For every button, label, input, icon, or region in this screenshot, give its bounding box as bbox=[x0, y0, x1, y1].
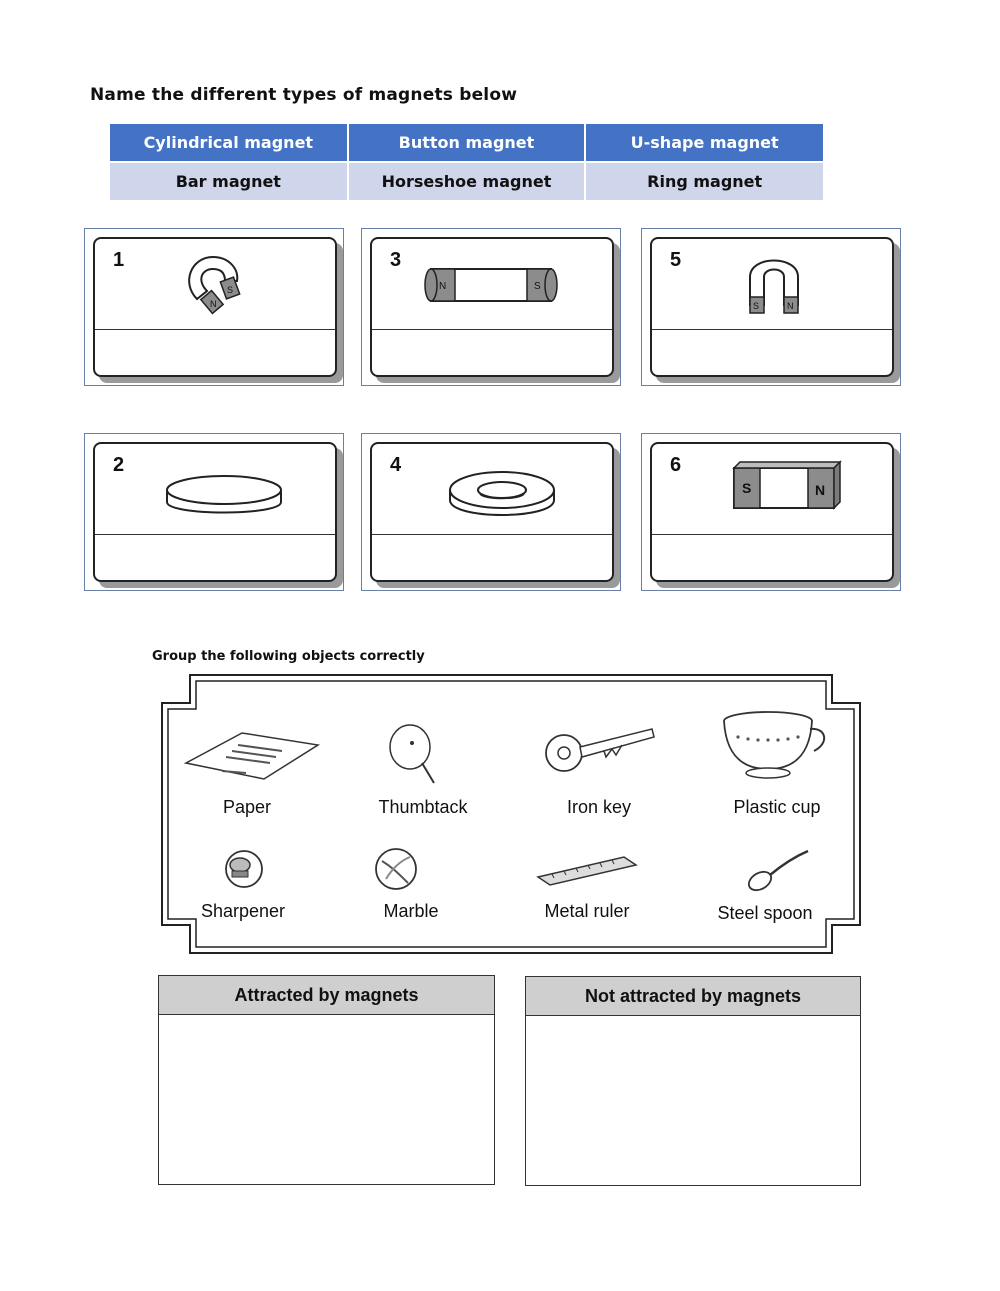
answer-line bbox=[95, 534, 335, 535]
object-label: Thumbtack bbox=[378, 797, 468, 817]
object-plastic-cup[interactable] bbox=[702, 707, 852, 818]
object-metal-ruler[interactable] bbox=[512, 843, 662, 922]
answer-line bbox=[372, 534, 612, 535]
object-label: Iron key bbox=[566, 797, 632, 817]
object-label: Metal ruler bbox=[544, 901, 630, 921]
pole-label: N bbox=[439, 281, 447, 292]
object-paper[interactable] bbox=[172, 721, 322, 818]
magnet-card-panel bbox=[370, 442, 614, 582]
object-label: Paper bbox=[222, 797, 272, 817]
attracted-box[interactable] bbox=[158, 975, 495, 1185]
card-number: 6 bbox=[670, 454, 682, 476]
word-bank-cell[interactable]: Cylindrical magnet bbox=[110, 124, 348, 162]
word-bank-cell[interactable]: Horseshoe magnet bbox=[348, 162, 586, 200]
key-icon bbox=[524, 717, 674, 791]
word-bank-cell[interactable]: Button magnet bbox=[348, 124, 586, 162]
card-number: 1 bbox=[113, 249, 125, 271]
word-bank-cell[interactable]: U-shape magnet bbox=[585, 124, 823, 162]
pole-label: N bbox=[210, 299, 217, 309]
answer-line bbox=[652, 534, 892, 535]
magnet-card-panel bbox=[93, 237, 337, 377]
cylindrical-magnet-icon bbox=[417, 261, 567, 311]
button-magnet-icon bbox=[159, 464, 289, 524]
spoon-icon bbox=[690, 843, 840, 897]
word-bank-table bbox=[110, 124, 823, 200]
magnet-card-4 bbox=[361, 433, 621, 591]
paper-icon bbox=[172, 721, 322, 791]
object-marble[interactable] bbox=[336, 843, 486, 922]
object-thumbtack[interactable] bbox=[348, 717, 498, 818]
word-bank-cell[interactable]: Ring magnet bbox=[585, 162, 823, 200]
card-number: 5 bbox=[670, 249, 682, 271]
object-label: Steel spoon bbox=[717, 903, 813, 923]
answer-line bbox=[95, 329, 335, 330]
objects-frame bbox=[160, 673, 862, 955]
object-label: Sharpener bbox=[200, 901, 286, 921]
not-attracted-box-header: Not attracted by magnets bbox=[526, 977, 860, 1016]
magnet-card-6 bbox=[641, 433, 901, 591]
magnet-card-2 bbox=[84, 433, 344, 591]
not-attracted-box[interactable] bbox=[525, 976, 861, 1186]
object-iron-key[interactable] bbox=[524, 717, 674, 818]
magnet-card-panel bbox=[370, 237, 614, 377]
pole-label: S bbox=[742, 480, 752, 496]
bar-magnet-icon bbox=[724, 458, 844, 514]
horseshoe-magnet-icon bbox=[177, 247, 257, 327]
ring-magnet-icon bbox=[442, 464, 562, 528]
answer-line bbox=[372, 329, 612, 330]
magnet-card-1 bbox=[84, 228, 344, 386]
answer-line bbox=[652, 329, 892, 330]
card-number: 3 bbox=[390, 249, 402, 271]
object-label: Marble bbox=[383, 901, 439, 921]
pole-label: N bbox=[787, 301, 794, 311]
cup-icon bbox=[702, 707, 852, 791]
section-title-grouping: Group the following objects correctly bbox=[152, 649, 425, 664]
object-steel-spoon[interactable] bbox=[690, 843, 840, 924]
magnet-card-panel bbox=[650, 237, 894, 377]
pole-label: S bbox=[534, 281, 541, 292]
magnet-card-3 bbox=[361, 228, 621, 386]
u-shape-magnet-icon bbox=[744, 245, 804, 325]
pole-label: S bbox=[753, 301, 760, 311]
attracted-box-header: Attracted by magnets bbox=[159, 976, 494, 1015]
magnet-card-panel bbox=[650, 442, 894, 582]
card-number: 4 bbox=[390, 454, 402, 476]
thumbtack-icon bbox=[348, 717, 498, 791]
word-bank-cell[interactable]: Bar magnet bbox=[110, 162, 348, 200]
object-label: Plastic cup bbox=[733, 797, 821, 817]
object-sharpener[interactable] bbox=[168, 843, 318, 922]
sharpener-icon bbox=[168, 843, 318, 895]
marble-icon bbox=[336, 843, 486, 895]
section-title-magnets: Name the different types of magnets below bbox=[90, 85, 518, 105]
ruler-icon bbox=[512, 843, 662, 895]
magnet-card-5 bbox=[641, 228, 901, 386]
pole-label: N bbox=[815, 482, 826, 498]
magnet-card-panel bbox=[93, 442, 337, 582]
card-number: 2 bbox=[113, 454, 125, 476]
pole-label: S bbox=[227, 285, 234, 295]
